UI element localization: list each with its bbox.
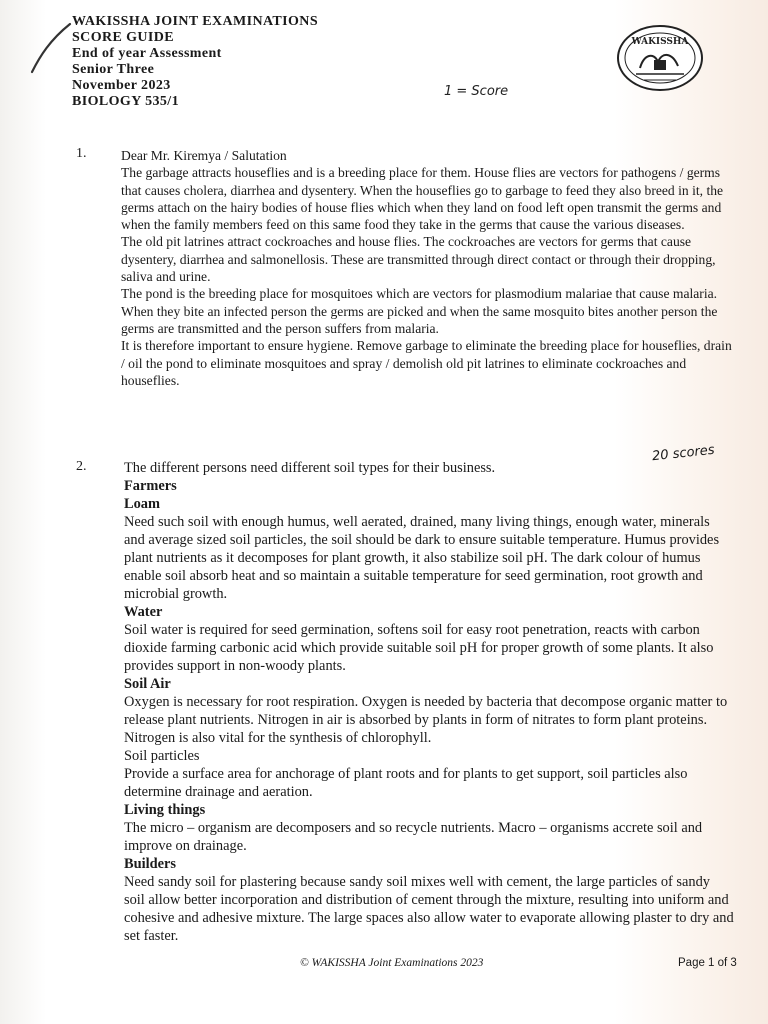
answer-paragraph: The old pit latrines attract cockroaches and house flies. The cockroaches are vectors for germs that cause dysentery, diarrhea and salmonellosis. These are transmitted through direct contact or through their dropping, saliva and urine. — [121, 234, 716, 285]
section-heading: Water — [124, 604, 163, 620]
section-heading: Living things — [124, 802, 206, 818]
answer-paragraph: Soil water is required for seed germination, softens soil for easy root penetration, reacts with carbon dioxide farming carbonic acid which provide suitable soil pH for proper growth of some plants. It also provides support in non-woody plants. — [124, 622, 714, 674]
answer-intro: The different persons need different soil types for their business. — [124, 460, 496, 476]
header-line: BIOLOGY 535/1 — [72, 94, 179, 109]
score-key-note: 1 = Score — [444, 84, 509, 99]
header-line: End of year Assessment — [72, 46, 222, 61]
answer-paragraph: Need such soil with enough humus, well aerated, drained, many living things, enough water, minerals and average sized soil particles, the soil should be dark to ensure suitable temperature. Humus provides plant nutrients as it decomposes for plant growth, it also stabilize soil pH. The dark colour of humus enable soil absorb heat and so maintain a suitable temperature for seed germination, root growth and microbial growth. — [124, 514, 720, 602]
question-2-answer — [124, 459, 734, 945]
salutation: Dear Mr. Kiremya / Salutation — [121, 148, 287, 163]
answer-paragraph: Oxygen is necessary for root respiration. Oxygen is needed by bacteria that decompose organic matter to release plant nutrients. Nitrogen in air is absorbed by plants in form of nitrates to form plant proteins. Nitrogen is also vital for the synthesis of chlorophyll. — [124, 694, 728, 746]
section-heading: Farmers — [124, 478, 177, 494]
logo-text: WAKISSHA — [631, 37, 689, 47]
answer-paragraph: The garbage attracts houseflies and is a breeding place for them. House flies are vectors for pathogens / germs that causes cholera, diarrhea and dysentery. When the houseflies go to garbage to feed they also breed in it, the germs attach on the hairy bodies of house flies which when they land on food left open transmit the germs and when the family members feed on this same food they take in the germs that cause the various diseases. — [121, 165, 724, 233]
answer-paragraph: Need sandy soil for plastering because sandy soil mixes well with cement, the large particles of sandy soil allow better incorporation and distribution of cement through the mixture, resulting into uniform and cohesive and adhesive mixture. The large spaces also allow water to evaporate allowing plaster to dry and set faster. — [124, 874, 734, 944]
wakissha-logo — [614, 22, 706, 94]
document-header — [72, 14, 318, 110]
section-heading: Soil particles — [124, 748, 200, 764]
answer-paragraph: Provide a surface area for anchorage of plant roots and for plants to get support, soil particles also determine drainage and aeration. — [124, 766, 688, 800]
question-1-answer — [121, 147, 733, 389]
section-heading: Builders — [124, 856, 176, 872]
header-line: SCORE GUIDE — [72, 30, 175, 45]
header-line: WAKISSHA JOINT EXAMINATIONS — [72, 14, 319, 29]
answer-paragraph: The micro – organism are decomposers and so recycle nutrients. Macro – organisms accrete soil and improve on drainage. — [124, 820, 703, 854]
header-line: Senior Three — [72, 62, 155, 77]
copyright-footer: © WAKISSHA Joint Examinations 2023 — [300, 957, 484, 969]
question-number: 2. — [76, 459, 87, 474]
answer-paragraph: It is therefore important to ensure hygiene. Remove garbage to eliminate the breeding place for houseflies, drain / oil the pond to eliminate mosquitoes and spray / demolish old pit latrines to eliminate cockroaches and houseflies. — [121, 338, 732, 388]
section-heading: Soil Air — [124, 676, 171, 692]
page-number: Page 1 of 3 — [678, 957, 737, 969]
answer-paragraph: The pond is the breeding place for mosquitoes which are vectors for plasmodium malariae that cause malaria. When they bite an infected person the germs are picked and when the same mosquito bites another person the germs are transmitted and the person suffers from malaria. — [121, 286, 718, 336]
score-total-note: 20 scores — [651, 442, 716, 465]
header-line: November 2023 — [72, 78, 171, 93]
question-number: 1. — [76, 146, 87, 161]
section-heading: Loam — [124, 496, 160, 512]
